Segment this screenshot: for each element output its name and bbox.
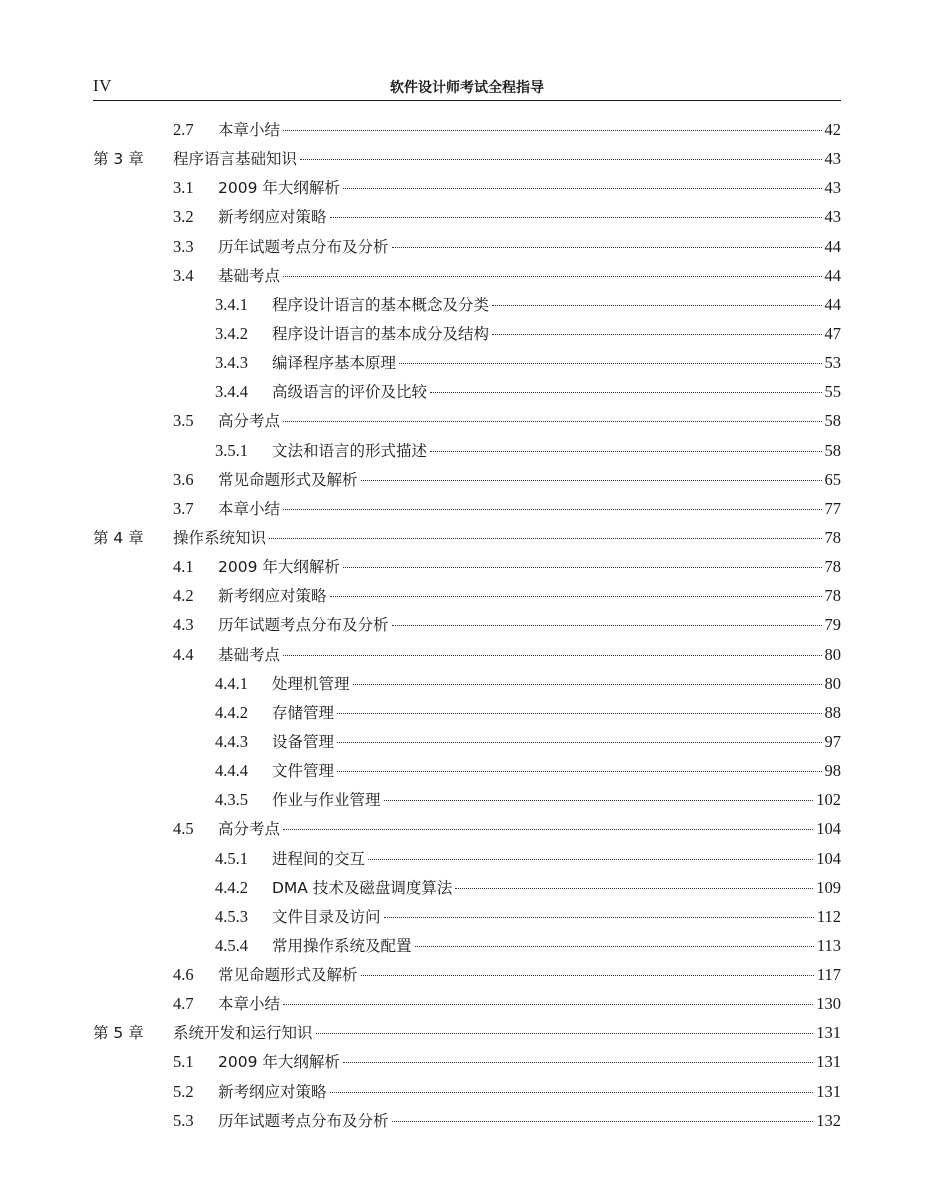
- toc-number: 4.4.3: [215, 731, 248, 751]
- toc-number: 3.5.1: [215, 440, 248, 460]
- toc-number: 4.5: [173, 819, 194, 839]
- toc-subsection-row: [215, 670, 841, 698]
- toc-title: 设备管理: [272, 732, 335, 751]
- toc-title: 本章小结: [218, 995, 281, 1014]
- toc-page-number: 78: [824, 527, 841, 547]
- dot-leader: [430, 392, 821, 393]
- toc-page-number: 113: [816, 935, 841, 955]
- toc-section-row: [173, 203, 841, 231]
- toc-number: 3.2: [173, 207, 194, 227]
- toc-page-number: 80: [824, 644, 841, 664]
- toc-section-row: [173, 641, 841, 669]
- toc-page-number: 42: [824, 120, 841, 139]
- toc-title: 基础考点: [218, 266, 281, 285]
- toc-number: 4.1: [173, 557, 194, 577]
- toc-page-number: 131: [816, 1052, 841, 1072]
- toc-section-row: [173, 553, 841, 581]
- toc-page-number: 78: [824, 586, 841, 606]
- toc-number: 4.4.2: [215, 702, 248, 722]
- toc-number: 4.3: [173, 615, 194, 635]
- toc-page-number: 44: [824, 294, 841, 314]
- dot-leader: [492, 334, 821, 335]
- toc-title: 历年试题考点分布及分析: [218, 237, 389, 256]
- toc-section-row: [173, 815, 841, 843]
- dot-leader: [343, 188, 822, 189]
- toc-number: 5.1: [173, 1052, 194, 1072]
- toc-title: 2009 年大纲解析: [218, 179, 340, 198]
- toc-page-number: 43: [824, 178, 841, 198]
- dot-leader: [330, 596, 822, 597]
- dot-leader: [399, 363, 821, 364]
- toc-section-row: [173, 495, 841, 523]
- toc-title: 2009 年大纲解析: [218, 558, 340, 577]
- dot-leader: [430, 451, 821, 452]
- toc-number: 2.7: [173, 120, 194, 139]
- toc-title: 进程间的交互: [272, 849, 366, 868]
- toc-page-number: 132: [816, 1110, 841, 1130]
- toc-number: 3.7: [173, 498, 194, 518]
- toc-title: 程序语言基础知识: [173, 150, 298, 169]
- toc-section-row: [173, 990, 841, 1018]
- toc-page-number: 43: [824, 149, 841, 169]
- dot-leader: [330, 217, 822, 218]
- toc-page-number: 131: [816, 1081, 841, 1101]
- toc-section-row: [173, 407, 841, 435]
- toc-number: 4.4.4: [215, 761, 248, 781]
- toc-title: 存储管理: [272, 703, 335, 722]
- toc-section-row: [173, 1048, 841, 1076]
- toc-chapter-row: [93, 1019, 841, 1047]
- toc-title: 操作系统知识: [173, 528, 267, 547]
- toc-page-number: 58: [824, 440, 841, 460]
- toc-section-row: [173, 611, 841, 639]
- toc-number: 3.4.3: [215, 353, 248, 373]
- toc-page-number: 53: [824, 353, 841, 373]
- toc-chapter-row: [93, 145, 841, 173]
- toc-page-number: 44: [824, 236, 841, 256]
- dot-leader: [269, 538, 821, 539]
- toc-subsection-row: [215, 699, 841, 727]
- dot-leader: [316, 1033, 814, 1034]
- toc-page-number: 130: [816, 994, 841, 1014]
- dot-leader: [283, 130, 821, 131]
- toc-title: 常见命题形式及解析: [218, 470, 358, 489]
- toc-number: 4.6: [173, 965, 194, 985]
- dot-leader: [415, 946, 814, 947]
- toc-title: 高分考点: [218, 412, 281, 431]
- dot-leader: [492, 305, 821, 306]
- toc-number: 第 3 章: [93, 150, 144, 169]
- dot-leader: [283, 421, 821, 422]
- toc-page-number: 80: [824, 673, 841, 693]
- dot-leader: [353, 684, 822, 685]
- dot-leader: [283, 276, 821, 277]
- toc-title: 2009 年大纲解析: [218, 1053, 340, 1072]
- toc-number: 3.1: [173, 178, 194, 198]
- toc-page-number: 102: [816, 790, 841, 810]
- dot-leader: [455, 888, 813, 889]
- toc-title: 处理机管理: [272, 674, 350, 693]
- toc-subsection-row: [215, 320, 841, 348]
- toc-subsection-row: [215, 437, 841, 465]
- dot-leader: [300, 159, 821, 160]
- toc-title: 新考纲应对策略: [218, 587, 327, 606]
- toc-page-number: 47: [824, 323, 841, 343]
- toc-number: 4.5.4: [215, 935, 248, 955]
- toc-title: 常用操作系统及配置: [272, 936, 412, 955]
- toc-subsection-row: [215, 728, 841, 756]
- toc-title: 高级语言的评价及比较: [272, 383, 428, 402]
- toc-subsection-row: [215, 757, 841, 785]
- toc-number: 3.4: [173, 265, 194, 285]
- toc-section-row: [173, 116, 841, 144]
- toc-page-number: 43: [824, 207, 841, 227]
- toc-number: 4.4: [173, 644, 194, 664]
- toc-section-row: [173, 233, 841, 261]
- dot-leader: [361, 975, 814, 976]
- dot-leader: [283, 509, 821, 510]
- toc-page-number: 104: [816, 848, 841, 868]
- toc-page-number: 117: [816, 965, 841, 985]
- toc-number: 3.3: [173, 236, 194, 256]
- toc-number: 3.6: [173, 469, 194, 489]
- toc-number: 4.3.5: [215, 790, 248, 810]
- toc-title: 系统开发和运行知识: [173, 1024, 313, 1043]
- toc-number: 3.5: [173, 411, 194, 431]
- toc-title: 文件管理: [272, 762, 335, 781]
- toc-subsection-row: [215, 378, 841, 406]
- toc-page-number: 44: [824, 265, 841, 285]
- toc-subsection-row: [215, 874, 841, 902]
- toc-title: 新考纲应对策略: [218, 1082, 327, 1101]
- dot-leader: [392, 625, 822, 626]
- toc-number: 4.4.1: [215, 673, 248, 693]
- toc-title: 新考纲应对策略: [218, 208, 327, 227]
- toc-section-row: [173, 174, 841, 202]
- toc-title: DMA 技术及磁盘调度算法: [272, 878, 453, 897]
- toc-page-number: 88: [824, 702, 841, 722]
- dot-leader: [337, 771, 821, 772]
- toc-title: 程序设计语言的基本成分及结构: [272, 324, 490, 343]
- page-number: IV: [93, 76, 112, 95]
- toc-page-number: 131: [816, 1023, 841, 1043]
- toc-section-row: [173, 262, 841, 290]
- toc-page-number: 58: [824, 411, 841, 431]
- toc-page-number: 79: [824, 615, 841, 635]
- toc-number: 4.4.2: [215, 877, 248, 897]
- toc-section-row: [173, 466, 841, 494]
- toc-title: 本章小结: [218, 121, 281, 139]
- toc-number: 5.3: [173, 1110, 194, 1130]
- toc-title: 本章小结: [218, 499, 281, 518]
- toc-number: 4.7: [173, 994, 194, 1014]
- toc-section-row: [173, 582, 841, 610]
- page-header: [93, 74, 841, 101]
- toc-title: 历年试题考点分布及分析: [218, 1111, 389, 1130]
- toc-page-number: 109: [816, 877, 841, 897]
- dot-leader: [337, 742, 821, 743]
- toc-page-number: 55: [824, 382, 841, 402]
- toc-page-number: 77: [824, 498, 841, 518]
- dot-leader: [343, 1062, 813, 1063]
- toc-number: 5.2: [173, 1081, 194, 1101]
- toc-subsection-row: [215, 903, 841, 931]
- toc-title: 文法和语言的形式描述: [272, 441, 428, 460]
- toc-section-row: [173, 1107, 841, 1135]
- toc-title: 常见命题形式及解析: [218, 966, 358, 985]
- dot-leader: [361, 480, 822, 481]
- toc-subsection-row: [215, 786, 841, 814]
- toc-number: 4.5.1: [215, 848, 248, 868]
- toc-subsection-row: [215, 291, 841, 319]
- toc-number: 第 4 章: [93, 528, 144, 547]
- toc-section-row: [173, 961, 841, 989]
- toc-number: 3.4.1: [215, 294, 248, 314]
- dot-leader: [368, 859, 813, 860]
- dot-leader: [384, 917, 814, 918]
- toc-page-number: 65: [824, 469, 841, 489]
- toc-section-row: [173, 1078, 841, 1106]
- toc-title: 作业与作业管理: [272, 791, 381, 810]
- toc-title: 历年试题考点分布及分析: [218, 616, 389, 635]
- toc-page-number: 98: [824, 761, 841, 781]
- toc-number: 3.4.4: [215, 382, 248, 402]
- dot-leader: [283, 829, 813, 830]
- toc-title: 程序设计语言的基本概念及分类: [272, 295, 490, 314]
- toc-number: 3.4.2: [215, 323, 248, 343]
- toc-title: 高分考点: [218, 820, 281, 839]
- toc-page-number: 104: [816, 819, 841, 839]
- book-title: 软件设计师考试全程指导: [390, 80, 544, 96]
- toc-title: 基础考点: [218, 645, 281, 664]
- dot-leader: [343, 567, 822, 568]
- dot-leader: [384, 800, 814, 801]
- toc-page-number: 78: [824, 557, 841, 577]
- toc-title: 文件目录及访问: [272, 907, 381, 926]
- toc-title: 编译程序基本原理: [272, 354, 397, 373]
- toc-chapter-row: [93, 524, 841, 552]
- toc-number: 第 5 章: [93, 1024, 144, 1043]
- dot-leader: [392, 247, 822, 248]
- dot-leader: [392, 1121, 814, 1122]
- toc-page-number: 97: [824, 731, 841, 751]
- dot-leader: [330, 1092, 814, 1093]
- toc-subsection-row: [215, 932, 841, 960]
- toc-number: 4.2: [173, 586, 194, 606]
- toc-subsection-row: [215, 349, 841, 377]
- dot-leader: [283, 655, 821, 656]
- dot-leader: [283, 1004, 813, 1005]
- toc-page-number: 112: [816, 906, 841, 926]
- dot-leader: [337, 713, 821, 714]
- toc-subsection-row: [215, 845, 841, 873]
- toc-number: 4.5.3: [215, 906, 248, 926]
